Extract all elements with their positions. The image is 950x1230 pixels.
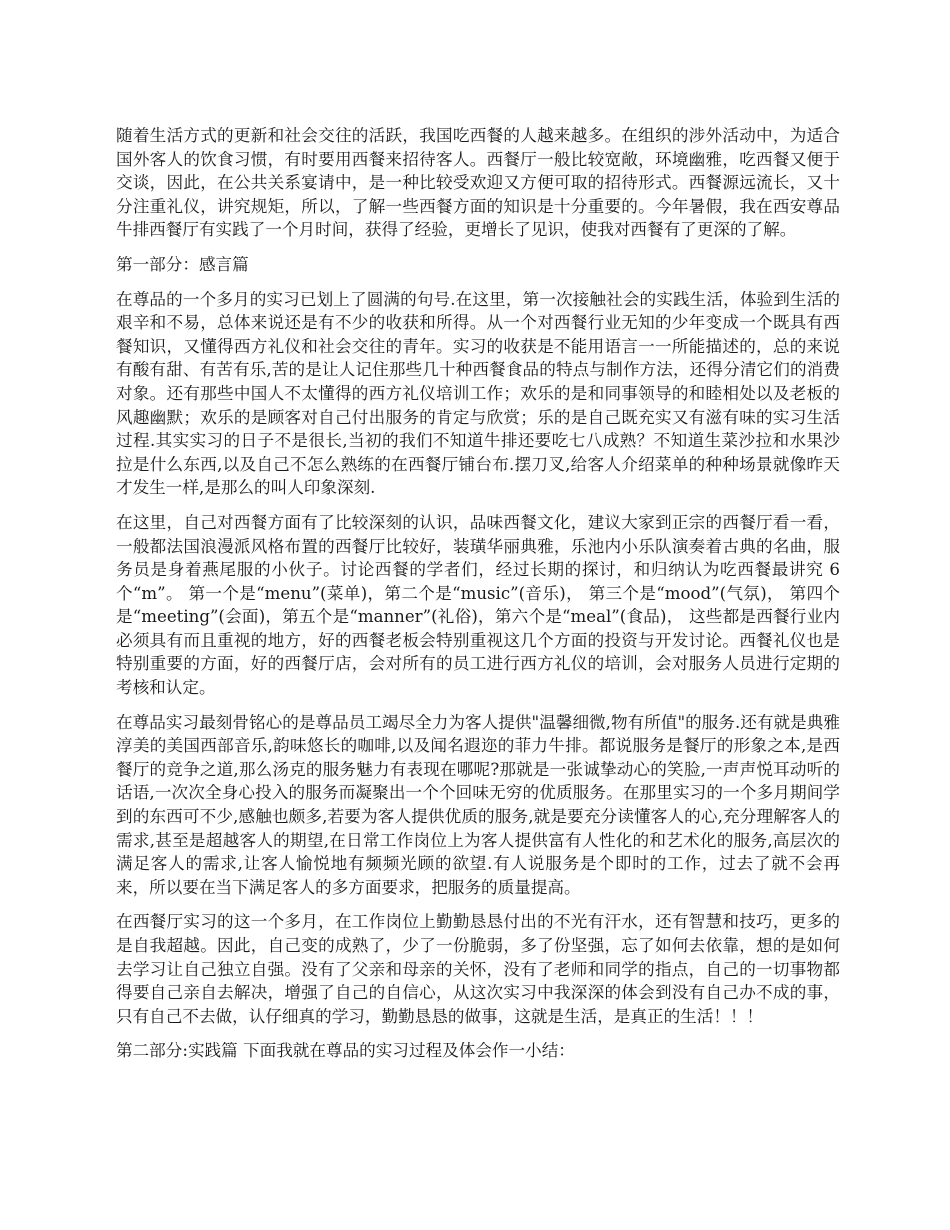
body-paragraph: 在西餐厅实习的这一个多月，在工作岗位上勤勤恳恳付出的不光有汗水，还有智慧和技巧，更多的是自我超越。因此，自己变的成熟了，少了一份脆弱，多了份坚强，忘了如何去依靠，想的是如何去学习让自己独立自强。没有了父亲和母亲的关怀，没有了老师和同学的指点，自己的一切事物都得要自己亲自去解决，增强了自己的自信心，从这次实习中我深深的体会到没有自己办不成的事，只有自己不去做，认仔细真的学习，勤勤恳恳的做事，这就是生活，是真正的生活！！！ bbox=[116, 912, 840, 1026]
document-body bbox=[116, 124, 840, 1074]
intro-paragraph: 随着生活方式的更新和社会交往的活跃，我国吃西餐的人越来越多。在组织的涉外活动中，为适合国外客人的饮食习惯，有时要用西餐来招待客人。西餐厅一般比较宽敞，环境幽雅，吃西餐又便于交谈，因此，在公共关系宴请中，是一种比较受欢迎又方便可取的招待形式。西餐源远流长，又十分注重礼仪，讲究规矩，所以，了解一些西餐方面的知识是十分重要的。今年暑假，我在西安尊品牛排西餐厅有实践了一个月时间，获得了经验，更增长了见识，使我对西餐有了更深的了解。 bbox=[116, 126, 840, 240]
body-paragraph: 在尊品实习最刻骨铭心的是尊品员工竭尽全力为客人提供"温馨细微,物有所值"的服务.还有就是典雅淳美的美国西部音乐,韵味悠长的咖啡,以及闻名遐迩的菲力牛排。都说服务是餐厅的形象之本,是西餐厅的竞争之道,那么汤克的服务魅力有表现在哪呢?那就是一张诚挚动心的笑脸,一声声悦耳动听的话语,一次次全身心投入的服务而凝聚出一个个回味无穷的优质服务。在那里实习的一个多月期间学到的东西可不少,感触也颇多,若要为客人提供优质的服务,就是要充分读懂客人的心,充分理解客人的需求,甚至是超越客人的期望,在日常工作岗位上为客人提供富有人性化的和艺术化的服务,高层次的满足客人的需求,让客人愉悦地有频频光顾的欲望.有人说服务是个即时的工作，过去了就不会再来，所以要在当下满足客人的多方面要求，把服务的质量提高。 bbox=[116, 712, 840, 897]
section-heading-part-one: 第一部分：感言篇 bbox=[116, 254, 249, 274]
body-paragraph: 在尊品的一个多月的实习已划上了圆满的句号.在这里，第一次接触社会的实践生活，体验到生活的艰辛和不易，总体来说还是有不少的收获和所得。从一个对西餐行业无知的少年变成一个既具有西餐知识，又懂得西方礼仪和社会交往的青年。实习的收获是不能用语言一一所能描述的，总的来说有酸有甜、有苦有乐,苦的是让人记住那些几十种西餐食品的特点与制作方法，还得分清它们的消费对象。还有那些中国人不太懂得的西方礼仪培训工作；欢乐的是和同事领导的和睦相处以及老板的风趣幽默；欢乐的是顾客对自己付出服务的肯定与欣赏；乐的是自己既充实又有滋有味的实习生活过程.其实实习的日子不是很长,当初的我们不知道牛排还要吃七八成熟？不知道生菜沙拉和水果沙拉是什么东西,以及自己不怎么熟练的在西餐厅铺台布.摆刀叉,给客人介绍菜单的种种场景就像昨天才发生一样,是那么的叫人印象深刻. bbox=[116, 289, 840, 498]
body-paragraph: 在这里，自己对西餐方面有了比较深刻的认识，品味西餐文化，建议大家到正宗的西餐厅看一看，一般都法国浪漫派风格布置的西餐厅比较好，装璜华丽典雅，乐池内小乐队演奏着古典的名曲，服务员是身着燕尾服的小伙子。讨论西餐的学者们，经过长期的探讨，和归纳认为吃西餐最讲究 6 个“m”。 第一个是“menu”(菜单)，第二个是“music”(音乐)， 第三个是“mood”(气氛)， 第四个是“meeting”(会面)，第五个是“manner”(礼俗)，第六个是“meal”(食品)， 这些都是西餐行业内必须具有而且重视的地方，好的西餐老板会特别重视这几个方面的投资与开发讨论。西餐礼仪也是特别重要的方面，好的西餐厅店，会对所有的员工进行西方礼仪的培训，会对服务人员进行定期的考核和认定。 bbox=[116, 512, 840, 698]
section-heading-part-two: 第二部分:实践篇 下面我就在尊品的实习过程及体会作一小结： bbox=[116, 1041, 575, 1061]
